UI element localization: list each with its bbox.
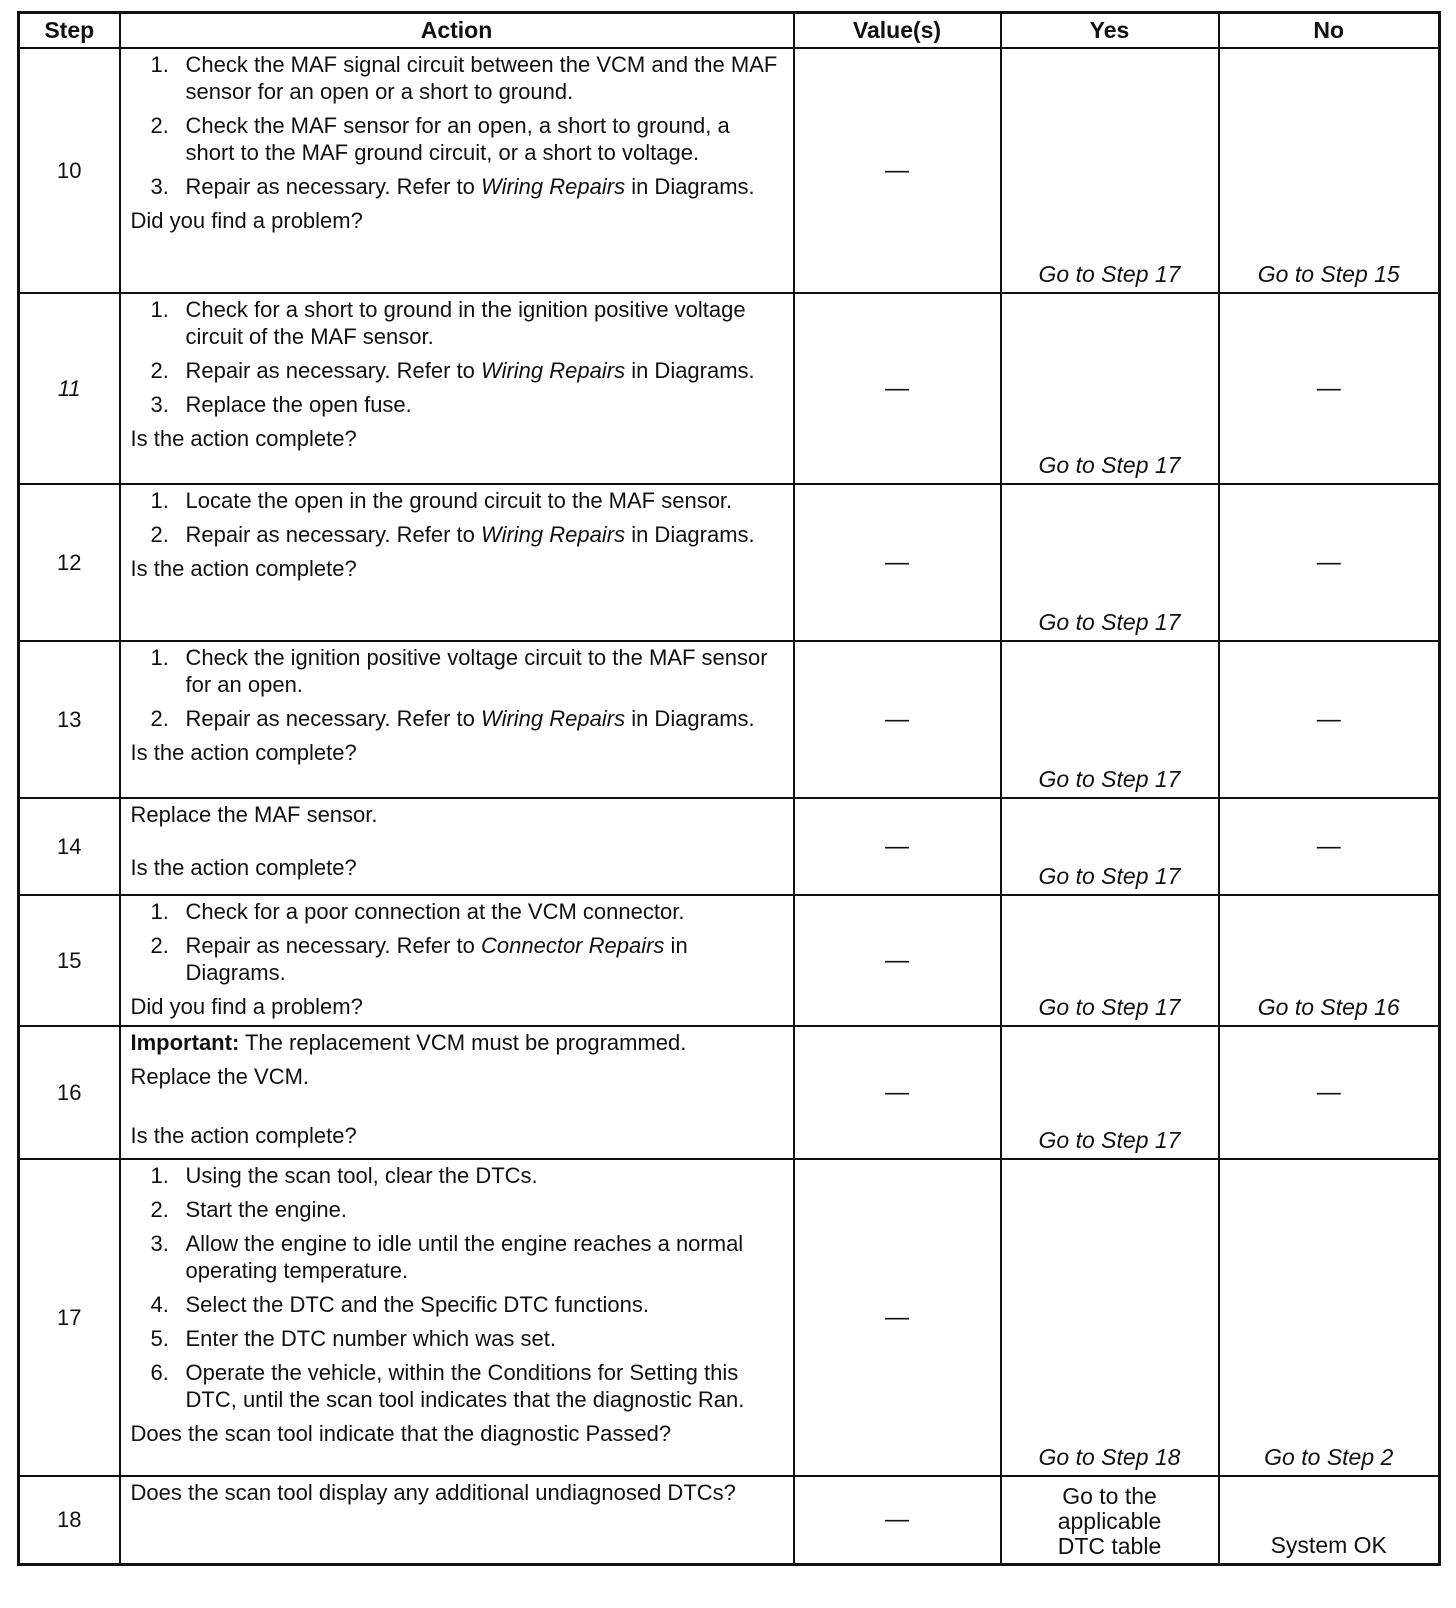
action-question: Did you find a problem? <box>130 994 363 1019</box>
action-question: Is the action complete? <box>130 855 357 880</box>
no-cell: — <box>1219 293 1440 484</box>
list-item: 2. Repair as necessary. Refer to Wiring Repairs in Diagrams. <box>150 706 755 731</box>
header-yes: Yes <box>1001 13 1219 49</box>
list-item: 1. Check for a short to ground in the ignition positive voltage circuit of the MAF sensor. <box>150 297 746 349</box>
yes-cell: Go to Step 17 <box>1001 293 1219 484</box>
list-item: 4. Select the DTC and the Specific DTC functions. <box>150 1292 649 1317</box>
list-item: 1. Check for a poor connection at the VCM connector. <box>150 899 685 924</box>
action-question: Does the scan tool indicate that the diagnostic Passed? <box>130 1421 672 1446</box>
no-cell: — <box>1219 1026 1440 1159</box>
action-cell <box>120 484 794 641</box>
list-item: 1. Check the MAF signal circuit between the VCM and the MAF sensor for an open or a short to ground. <box>150 52 778 104</box>
yes-cell: Go to Step 17 <box>1001 484 1219 641</box>
action-cell <box>120 798 794 895</box>
list-item: 2. Repair as necessary. Refer to Wiring Repairs in Diagrams. <box>150 358 755 383</box>
step-number: 17 <box>19 1159 120 1476</box>
no-cell: Go to Step 15 <box>1219 48 1440 293</box>
action-question: Is the action complete? <box>130 740 357 765</box>
list-item: 3. Repair as necessary. Refer to Wiring Repairs in Diagrams. <box>150 174 755 199</box>
yes-cell: Go to Step 18 <box>1001 1159 1219 1476</box>
action-cell <box>120 48 794 293</box>
value-cell: — <box>794 1026 1001 1159</box>
action-cell <box>120 641 794 798</box>
no-cell: Go to Step 2 <box>1219 1159 1440 1476</box>
list-item: 2. Repair as necessary. Refer to Connector Repairs in Diagrams. <box>150 933 688 985</box>
action-question: Did you find a problem? <box>130 208 363 233</box>
yes-cell: Go to Step 17 <box>1001 1026 1219 1159</box>
no-cell: — <box>1219 798 1440 895</box>
table-row <box>19 1159 1440 1476</box>
value-cell: — <box>794 48 1001 293</box>
value-cell: — <box>794 293 1001 484</box>
value-cell: — <box>794 484 1001 641</box>
step-number: 16 <box>19 1026 120 1159</box>
header-no: No <box>1219 13 1440 49</box>
header-step: Step <box>19 13 120 49</box>
action-cell <box>120 1476 794 1564</box>
list-item: 2. Check the MAF sensor for an open, a short to ground, a short to the MAF ground circuit, or a short to voltage. <box>150 113 730 165</box>
table-row <box>19 1026 1440 1159</box>
action-cell <box>120 1159 794 1476</box>
value-cell: — <box>794 1476 1001 1564</box>
list-item: 2. Start the engine. <box>150 1197 347 1222</box>
table-row <box>19 798 1440 895</box>
step-number: 10 <box>19 48 120 293</box>
step-number: 15 <box>19 895 120 1026</box>
action-cell <box>120 895 794 1026</box>
yes-cell: Go to Step 17 <box>1001 641 1219 798</box>
header-row <box>19 13 1440 49</box>
no-cell: — <box>1219 641 1440 798</box>
table-row <box>19 1476 1440 1564</box>
list-item: 5. Enter the DTC number which was set. <box>150 1326 556 1351</box>
action-question: Is the action complete? <box>130 556 357 581</box>
no-cell: Go to Step 16 <box>1219 895 1440 1026</box>
header-values: Value(s) <box>794 13 1001 49</box>
action-question: Is the action complete? <box>130 426 357 451</box>
list-item: 6. Operate the vehicle, within the Conditions for Setting this DTC, until the scan tool indicates that the diagnostic Ran. <box>150 1360 745 1412</box>
yes-cell: Go to Step 17 <box>1001 895 1219 1026</box>
action-question: Does the scan tool display any additional undiagnosed DTCs? <box>130 1480 736 1505</box>
important-note: Important: The replacement VCM must be programmed. <box>130 1030 687 1055</box>
table-row <box>19 641 1440 798</box>
step-number: 14 <box>19 798 120 895</box>
diagnostic-table <box>17 11 1441 1566</box>
list-item: 3. Allow the engine to idle until the engine reaches a normal operating temperature. <box>150 1231 744 1283</box>
header-action: Action <box>120 13 794 49</box>
value-cell: — <box>794 1159 1001 1476</box>
value-cell: — <box>794 641 1001 798</box>
list-item: 1. Locate the open in the ground circuit to the MAF sensor. <box>150 488 733 513</box>
action-text: Replace the MAF sensor. <box>130 802 378 827</box>
list-item: 3. Replace the open fuse. <box>150 392 412 417</box>
step-number: 18 <box>19 1476 120 1564</box>
table-row <box>19 293 1440 484</box>
important-label: Important: <box>130 1030 240 1055</box>
value-cell: — <box>794 895 1001 1026</box>
list-item: 1. Using the scan tool, clear the DTCs. <box>150 1163 538 1188</box>
step-number: 11 <box>19 293 120 484</box>
list-item: 2. Repair as necessary. Refer to Wiring Repairs in Diagrams. <box>150 522 755 547</box>
table-row <box>19 895 1440 1026</box>
list-item: 1. Check the ignition positive voltage circuit to the MAF sensor for an open. <box>150 645 768 697</box>
action-cell <box>120 293 794 484</box>
action-text: Replace the VCM. <box>130 1064 310 1089</box>
no-cell: System OK <box>1219 1476 1440 1564</box>
no-cell: — <box>1219 484 1440 641</box>
table-row <box>19 484 1440 641</box>
action-question: Is the action complete? <box>130 1123 357 1148</box>
yes-cell: Go to the applicable DTC table <box>1001 1476 1219 1564</box>
value-cell: — <box>794 798 1001 895</box>
yes-cell: Go to Step 17 <box>1001 48 1219 293</box>
step-number: 12 <box>19 484 120 641</box>
step-number: 13 <box>19 641 120 798</box>
action-cell <box>120 1026 794 1159</box>
table-row <box>19 48 1440 293</box>
yes-cell: Go to Step 17 <box>1001 798 1219 895</box>
